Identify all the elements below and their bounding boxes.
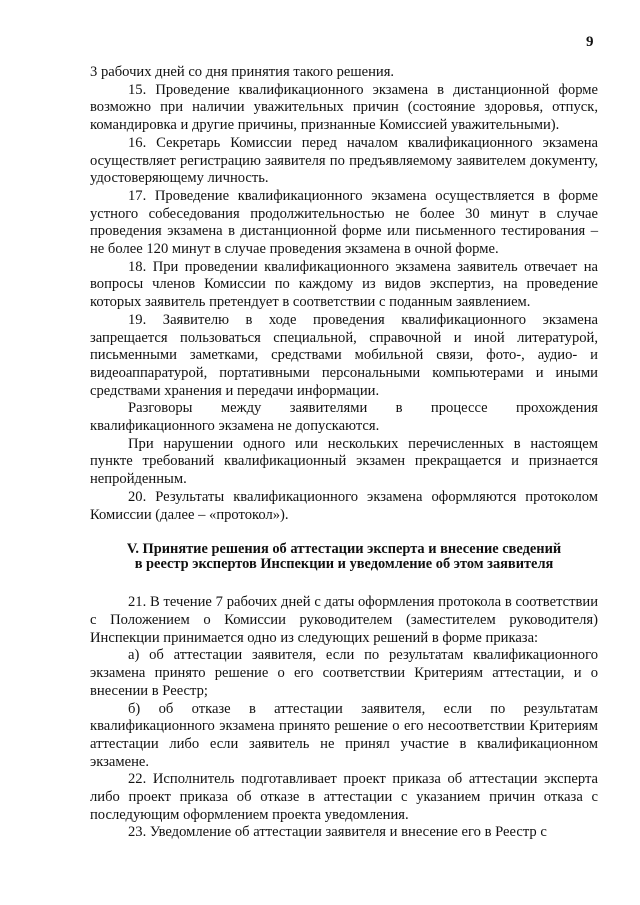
paragraph-19: 19. Заявителю в ходе проведения квалификационного экзамена запрещается пользоваться специальной, справочной и иной литературой, письменными заметками, средствами мобильной связи, фото-, аудио- и видеоаппаратурой, портативными персональными компьютерами и иными средствами хранения и передачи информации. [90,311,598,399]
page-number: 9 [586,34,594,50]
paragraph-23: 23. Уведомление об аттестации заявителя и внесение его в Реестр с [128,824,547,841]
paragraph: 3 рабочих дней со дня принятия такого решения. [90,64,395,80]
paragraph-22: 22. Исполнитель подготавливает проект приказа об аттестации эксперта либо проект приказа об отказе в аттестации с указанием причин отказа с последующим оформлением проекта уведомления. [90,771,598,823]
paragraph-18: 18. При проведении квалификационного экзамена заявитель отвечает на вопросы членов Комиссии по каждому из видов экспертиз, на проведение которых заявитель претендует в соответствии с поданным заявлением. [90,258,598,311]
paragraph-conversations: Разговоры между заявителями в процессе прохождения квалификационного экзамена не допускаются. [90,400,598,435]
paragraph-15: 15. Проведение квалификационного экзамена в дистанционной форме возможно при наличии уважительных причин (состояние здоровья, отпуск, командировка и другие причины, признанные Комиссией уважительными). [90,81,598,134]
paragraph-17: 17. Проведение квалификационного экзамена осуществляется в форме устного собеседования продолжительностью не более 30 минут в случае проведения экзамена в дистанционной форме или письменного тестирования – не более 120 минут в случае проведения экзамена в очной форме. [90,187,598,258]
paragraph-violations: При нарушении одного или нескольких перечисленных в настоящем пункте требований квалификационный экзамен прекращается и признается непройденным. [90,435,598,488]
section-title-line-1: V. Принятие решения об аттестации эксперта и внесение сведений [126,541,562,558]
document-body [90,64,598,842]
paragraph-21: 21. В течение 7 рабочих дней с даты оформления протокола в соответствии с Положением о Комиссии руководителем (заместителем руководителя) Инспекции принимается одно из следующих решений в форме приказа: [90,594,598,646]
paragraph-21-a: а) об аттестации заявителя, если по результатам квалификационного экзамена принято решение о его соответствии Критериям аттестации, и о внесении в Реестр; [90,647,598,699]
section-title-line-2: в реестр экспертов Инспекции и уведомление об этом заявителя [134,556,554,573]
section-heading [90,542,598,572]
paragraph-21-b: б) об отказе в аттестации заявителя, если по результатам квалификационного экзамена принято решение о его несоответствии Критериям аттестации либо если заявитель не принял участие в квалификационном экзамене. [90,700,598,770]
paragraph-16: 16. Секретарь Комиссии перед началом квалификационного экзамена осуществляет регистрацию заявителя по предъявляемому заявителем документу, удостоверяющему личность. [90,134,598,187]
paragraph-20: 20. Результаты квалификационного экзамена оформляются протоколом Комиссии (далее – «протокол»). [90,488,598,523]
